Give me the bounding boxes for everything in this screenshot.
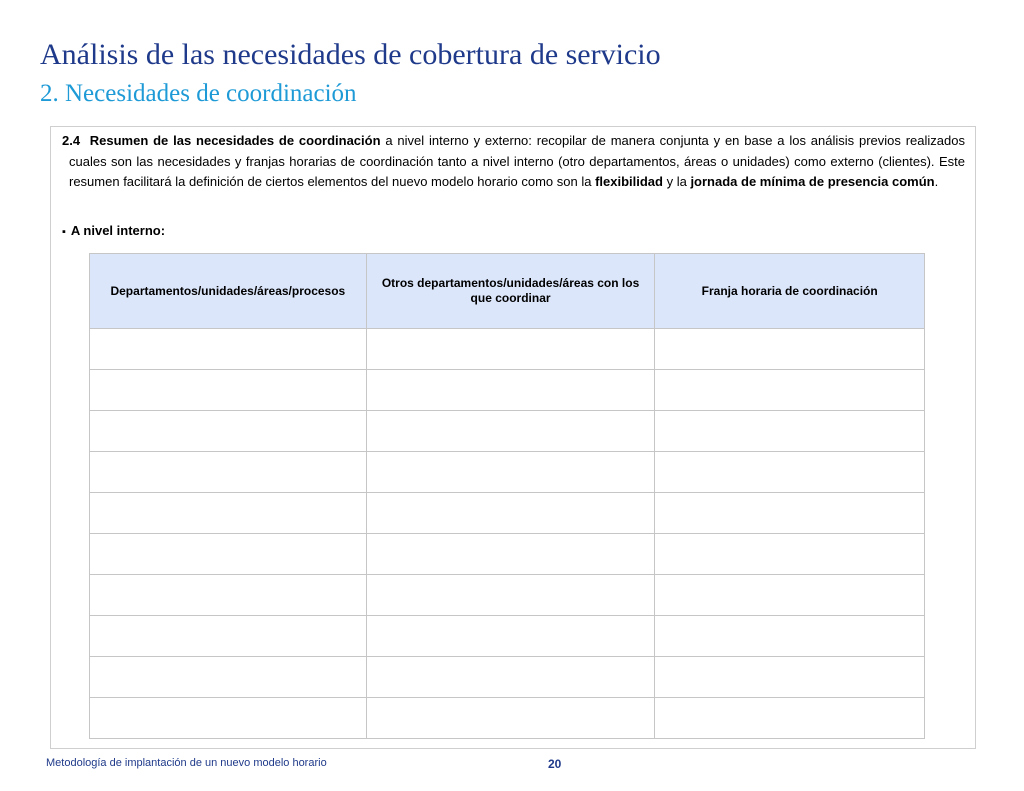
intro-text-2: y la [662,174,691,189]
table-cell[interactable] [90,329,367,370]
table-header-row [90,254,925,329]
col-header-otros-departamentos: Otros departamentos/unidades/áreas con los que coordinar [366,254,655,329]
intro-text-3: . [934,174,939,189]
table-row [90,411,925,452]
table-cell[interactable] [90,534,367,575]
intro-heading: Resumen de las necesidades de coordinación [89,133,381,148]
table-cell[interactable] [366,657,655,698]
table-row [90,534,925,575]
bullet-square-icon: ▪ [62,226,66,238]
table-cell[interactable] [90,370,367,411]
table-cell[interactable] [655,575,925,616]
table-cell[interactable] [90,657,367,698]
coordination-table [89,253,925,739]
table-row [90,575,925,616]
table-cell[interactable] [655,534,925,575]
table-row [90,370,925,411]
table-cell[interactable] [90,616,367,657]
table-cell[interactable] [655,411,925,452]
table-cell[interactable] [655,657,925,698]
footer-page-number: 20 [548,757,562,771]
table-row [90,493,925,534]
table-body [90,329,925,739]
bullet-label: A nivel interno: [70,223,166,238]
table-cell[interactable] [655,370,925,411]
table-cell[interactable] [366,411,655,452]
col-header-departamentos: Departamentos/unidades/áreas/procesos [90,254,367,329]
table-cell[interactable] [366,534,655,575]
table-cell[interactable] [90,698,367,739]
table-cell[interactable] [655,616,925,657]
table-row [90,616,925,657]
intro-bold-flexibilidad: flexibilidad [595,174,663,189]
intro-number: 2.4 [62,133,81,148]
table-cell[interactable] [366,370,655,411]
footer-document-title: Metodología de implantación de un nuevo modelo horario [46,757,327,769]
table-cell[interactable] [366,575,655,616]
intro-text-1: a nivel interno y externo: recopilar de manera conjunta y en base a los análisis previos realizados cuales son las necesidades y franjas horarias de coordinación tanto a nivel interno (otro departamentos, áreas o unidades) como externo (clientes). Este resumen facilitará la definición de ciertos elementos del nuevo modelo horario como son la [69,133,965,189]
table-cell[interactable] [366,493,655,534]
table-row [90,452,925,493]
col-header-franja-horaria: Franja horaria de coordinación [655,254,925,329]
table-cell[interactable] [366,452,655,493]
table-cell[interactable] [90,452,367,493]
page-subtitle: 2. Necesidades de coordinación [40,80,357,107]
intro-bold-jornada: jornada de mínima de presencia común [690,174,935,189]
table-cell[interactable] [655,329,925,370]
table-cell[interactable] [90,575,367,616]
table-cell[interactable] [366,698,655,739]
table-row [90,329,925,370]
table-row [90,698,925,739]
table-cell[interactable] [655,452,925,493]
table-cell[interactable] [366,616,655,657]
page-title: Análisis de las necesidades de cobertura de servicio [40,38,661,71]
bullet-interno [62,223,165,238]
table-cell[interactable] [655,493,925,534]
table-cell[interactable] [90,493,367,534]
intro-paragraph [62,131,965,193]
table-cell[interactable] [655,698,925,739]
table-cell[interactable] [90,411,367,452]
table-row [90,657,925,698]
table-cell[interactable] [366,329,655,370]
